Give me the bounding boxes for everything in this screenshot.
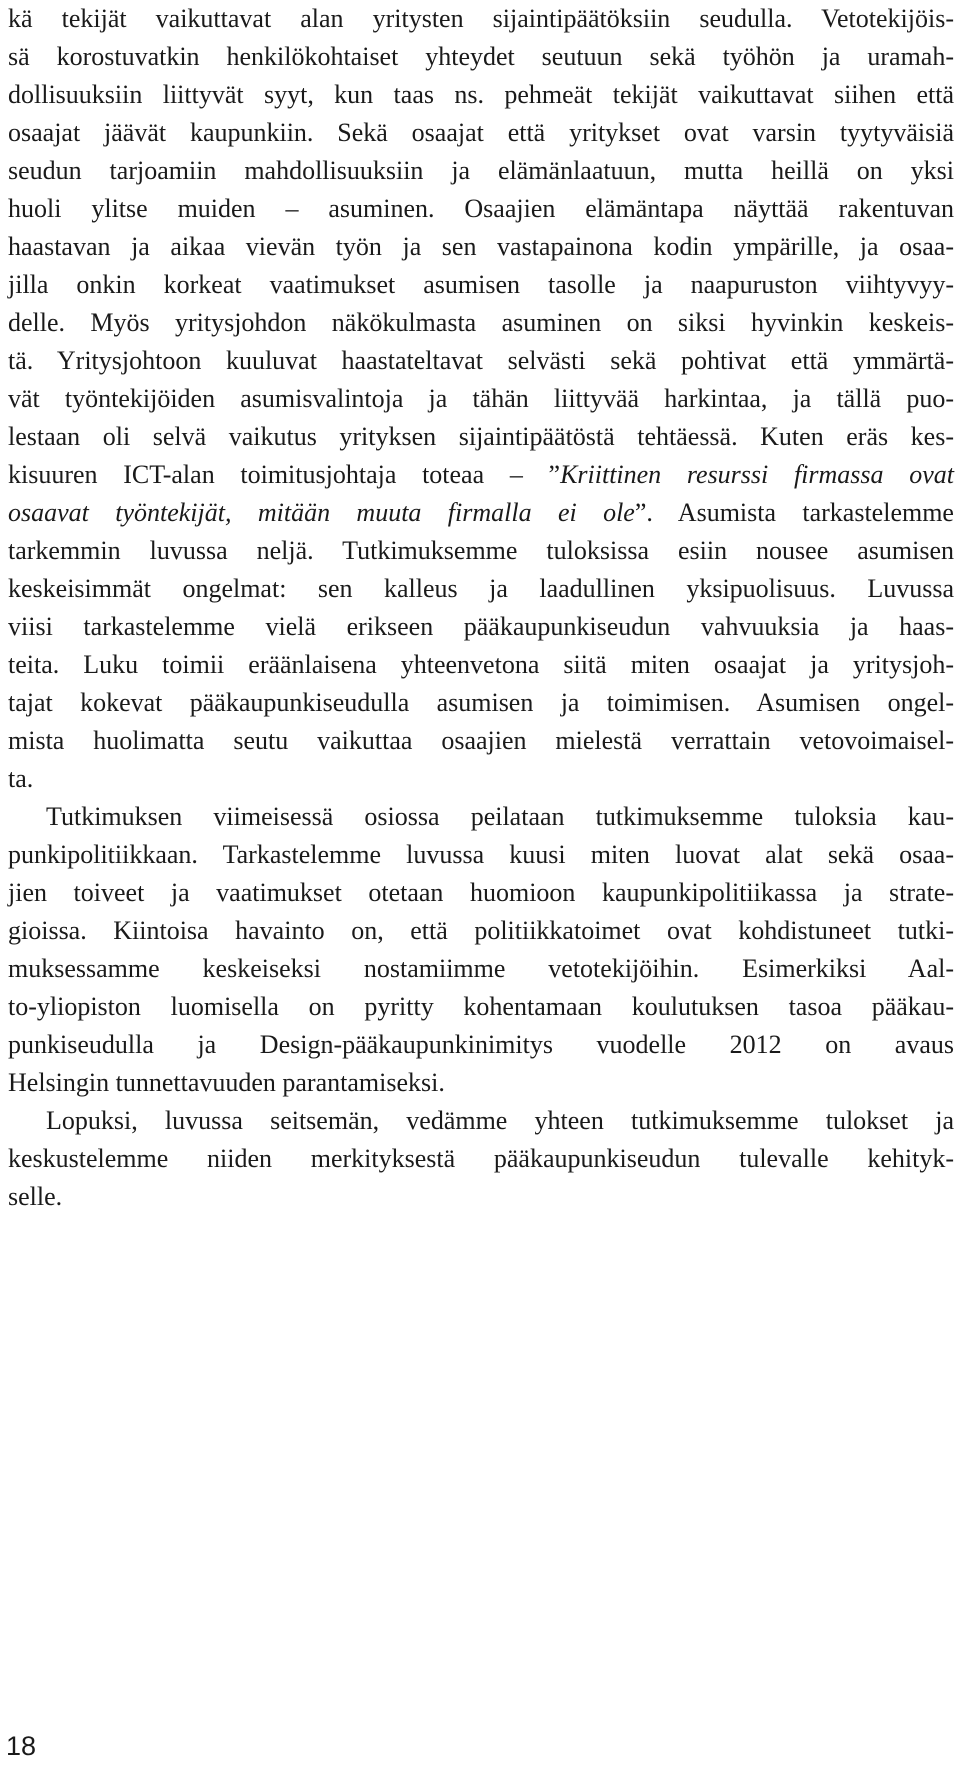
text-line: dollisuuksiin liittyvät syyt, kun taas ns. pehmeät tekijät vaikuttavat siihen että — [8, 80, 954, 109]
paragraph-2 — [8, 798, 954, 1102]
text-line: osaajat jäävät kaupunkiin. Sekä osaajat että yritykset ovat varsin tyytyväisiä — [8, 118, 954, 147]
text-line: selle. — [8, 1182, 63, 1211]
text-line: tarkemmin luvussa neljä. Tutkimuksemme tuloksissa esiin nousee asumisen — [8, 536, 954, 565]
quote-italic-text: Kriittinen resurssi firmassa ovat — [560, 460, 954, 489]
text-line: keskustelemme niiden merkityksestä pääkaupunkiseudun tulevalle kehityk- — [8, 1144, 954, 1173]
text-line: gioissa. Kiintoisa havainto on, että politiikkatoimet ovat kohdistuneet tutki- — [8, 916, 954, 945]
text-line: delle. Myös yritysjohdon näkökulmasta asuminen on siksi hyvinkin keskeis- — [8, 308, 954, 337]
text-line: viisi tarkastelemme vielä erikseen pääkaupunkiseudun vahvuuksia ja haas- — [8, 612, 954, 641]
text-line: jilla onkin korkeat vaatimukset asumisen tasolle ja naapuruston viihtyvyy- — [8, 270, 954, 299]
paragraph-1 — [8, 0, 954, 798]
text-line: lestaan oli selvä vaikutus yrityksen sijaintipäätöstä tehtäessä. Kuten eräs kes- — [8, 422, 954, 451]
quote-line — [8, 494, 954, 532]
text-line: jien toiveet ja vaatimukset otetaan huomioon kaupunkipolitiikassa ja strate- — [8, 878, 954, 907]
text-line: punkiseudulla ja Design-pääkaupunkinimitys vuodelle 2012 on avaus — [8, 1030, 954, 1059]
text-line: mista huolimatta seutu vaikuttaa osaajien mielestä verrattain vetovoimaisel- — [8, 726, 954, 755]
text-line: muksessamme keskeiseksi nostamiimme vetotekijöihin. Esimerkiksi Aal- — [8, 954, 954, 983]
text-line: sä korostuvatkin henkilökohtaiset yhteydet seutuun sekä työhön ja uramah- — [8, 42, 954, 71]
text-line: ta. — [8, 764, 34, 793]
text-line: huoli ylitse muiden – asuminen. Osaajien elämäntapa näyttää rakentuvan — [8, 194, 954, 223]
quote-italic-text: osaavat työntekijät, mitään muuta firmalla ei ole — [8, 498, 635, 527]
text-line: vät työntekijöiden asumisvalintoja ja tähän liittyvää harkintaa, ja tällä puo- — [8, 384, 954, 413]
quote-line — [8, 456, 954, 494]
text-line: tä. Yritysjohtoon kuuluvat haastateltavat selvästi sekä pohtivat että ymmärtä- — [8, 346, 954, 375]
text-line: teita. Luku toimii eräänlaisena yhteenvetona siitä miten osaajat ja yritysjoh- — [8, 650, 954, 679]
text-line: keskeisimmät ongelmat: sen kalleus ja laadullinen yksipuolisuus. Luvussa — [8, 574, 954, 603]
text-line: kä tekijät vaikuttavat alan yritysten sijaintipäätöksiin seudulla. Vetotekijöis- — [8, 4, 954, 33]
text-line: Tutkimuksen viimeisessä osiossa peilataan tutkimuksemme tuloksia kau- — [46, 802, 954, 831]
body-text — [8, 0, 954, 1216]
text-line: to-yliopiston luomisella on pyritty kohentamaan koulutuksen tasoa pääkau- — [8, 992, 954, 1021]
page-number: 18 — [6, 1731, 37, 1761]
text-line: seudun tarjoamiin mahdollisuuksiin ja elämänlaatuun, mutta heillä on yksi — [8, 156, 954, 185]
paragraph-3 — [8, 1102, 954, 1216]
text-line: haastavan ja aikaa vievän työn ja sen vastapainona kodin ympärille, ja osaa- — [8, 232, 954, 261]
quote-lead-text: kisuuren ICT-alan toimitusjohtaja toteaa – ” — [8, 460, 561, 489]
text-line: Helsingin tunnettavuuden parantamiseksi. — [8, 1068, 445, 1097]
quote-trail-text: ”. Asumista tarkastelemme — [634, 498, 954, 527]
text-line: tajat kokevat pääkaupunkiseudulla asumisen ja toimimisen. Asumisen ongel- — [8, 688, 954, 717]
text-line: Lopuksi, luvussa seitsemän, vedämme yhteen tutkimuksemme tulokset ja — [46, 1106, 954, 1135]
text-line: punkipolitiikkaan. Tarkastelemme luvussa kuusi miten luovat alat sekä osaa- — [8, 840, 954, 869]
